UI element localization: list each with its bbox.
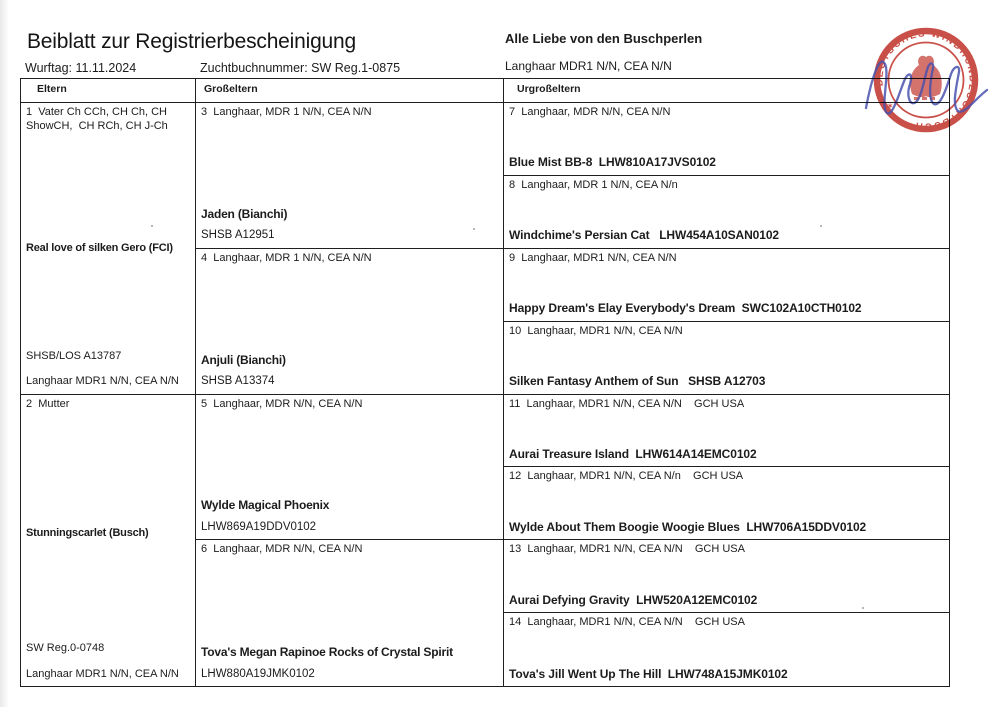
column-header-grandparents: Großeltern [196,79,504,103]
father-health: Langhaar MDR1 N/N, CEA N/N [26,375,179,387]
spacer [26,541,189,642]
mother-health: Langhaar MDR1 N/N, CEA N/N [26,667,179,680]
scan-speck [820,225,822,227]
great-grandparent-7-name: Blue Mist BB-8 LHW810A17JVS0102 [509,155,716,170]
dog-name: Alle Liebe von den Buschperlen [505,31,703,46]
great-grandparent-10-name: Silken Fantasy Anthem of Sun SHSB A12703 [509,374,766,388]
grandparent-5-name: Wylde Magical Phoenix [201,498,330,513]
cell-grandparent-4 [196,249,504,395]
cell-father [21,103,196,395]
father-titles-line2: ShowCH, CH RCh, CH J-Ch [26,119,168,132]
cell-grandparent-5 [196,395,504,541]
great-grandparent-8-info: 8 Langhaar, MDR 1 N/N, CEA N/n [509,178,678,191]
page-title: Beiblatt zur Registrierbescheinigung [27,30,356,53]
grandparent-5-registration: LHW869A19DDV0102 [201,520,317,533]
cell-great-grandparent-10 [504,322,949,395]
dog-health-line: Langhaar MDR1 N/N, CEA N/N [505,59,672,73]
grandparent-4-registration: SHSB A13374 [201,375,275,387]
father-titles-line1: 1 Vater Ch CCh, CH Ch, CH [26,106,168,118]
spacer [26,133,189,242]
grandparent-6-id-block [201,646,497,681]
cell-great-grandparent-8 [504,176,949,249]
great-grandparent-12-name: Wylde About Them Boogie Woogie Blues LHW706A15DDV0102 [509,519,867,534]
spacer [26,255,189,349]
cell-great-grandparent-11 [504,395,949,468]
great-grandparent-13-name: Aurai Defying Gravity LHW520A12EMC0102 [509,592,758,607]
studbook-number: Zuchtbuchnummer: SW Reg.1-0875 [200,61,401,75]
scan-speck [473,228,475,230]
grandparent-4-info: 4 Langhaar, MDR 1 N/N, CEA N/N [201,251,372,264]
great-grandparent-9-name: Happy Dream's Elay Everybody's Dream SWC102A10CTH0102 [509,301,862,316]
cell-great-grandparent-14 [504,613,949,686]
scan-speck [862,607,864,609]
stamp-ring-text: DEUTSCHES WINDHUNDZUCHTBUCH [874,28,978,132]
scan-speck [151,225,153,227]
great-grandparent-11-info: 11 Langhaar, MDR1 N/N, CEA N/N GCH USA [509,397,745,410]
mother-registration: SW Reg.0-0748 [26,642,105,654]
father-registration: SHSB/LOS A13787 [26,349,122,362]
mother-name: Stunningscarlet (Busch) [26,527,149,540]
column-header-great-grandparents: Urgroßeltern [504,79,949,103]
great-grandparent-7-info: 7 Langhaar, MDR N/N, CEA N/N [509,106,671,118]
grandparent-6-registration: LHW880A19JMK0102 [201,667,315,680]
cell-great-grandparent-9 [504,249,949,322]
scan-edge-shadow [0,0,9,707]
grandparent-3-registration: SHSB A12951 [201,229,275,242]
cell-grandparent-6 [196,540,504,686]
column-header-parents: Eltern [21,79,196,103]
great-grandparent-8-name: Windchime's Persian Cat LHW454A10SAN0102 [509,228,779,243]
great-grandparent-14-info: 14 Langhaar, MDR1 N/N, CEA N/N GCH USA [509,616,745,629]
great-grandparent-14-name: Tova's Jill Went Up The Hill LHW748A15JMK0102 [509,666,788,681]
grandparent-3-id-block [201,208,497,243]
grandparent-6-name: Tova's Megan Rapinoe Rocks of Crystal Spirit [201,645,453,659]
cell-great-grandparent-7 [504,103,949,176]
whelp-date: Wurftag: 11.11.2024 [25,61,137,75]
great-grandparent-11-name: Aurai Treasure Island LHW614A14EMC0102 [509,446,757,461]
grandparent-4-name: Anjuli (Bianchi) [201,352,286,367]
great-grandparent-10-info: 10 Langhaar, MDR1 N/N, CEA N/N [509,324,683,337]
stamp-star-icon: ✶ [886,101,894,111]
cell-great-grandparent-12 [504,467,949,540]
grandparent-6-info: 6 Langhaar, MDR N/N, CEA N/N [201,543,363,556]
grandparent-5-info: 5 Langhaar, MDR N/N, CEA N/N [201,397,363,410]
spacer [26,411,189,527]
mother-label: 2 Mutter [26,397,70,410]
great-grandparent-12-info: 12 Langhaar, MDR1 N/N, CEA N/n GCH USA [509,470,744,483]
grandparent-3-info: 3 Langhaar, MDR 1 N/N, CEA N/N [201,106,372,118]
father-name: Real love of silken Gero (FCI) [26,241,173,254]
pedigree-table [20,78,950,687]
cell-mother [21,395,196,687]
cell-grandparent-3 [196,103,504,249]
grandparent-4-id-block [201,354,497,389]
great-grandparent-13-info: 13 Langhaar, MDR1 N/N, CEA N/N GCH USA [509,543,745,556]
great-grandparent-9-info: 9 Langhaar, MDR1 N/N, CEA N/N [509,251,677,264]
grandparent-5-id-block [201,499,497,534]
grandparent-3-name: Jaden (Bianchi) [201,206,288,221]
cell-great-grandparent-13 [504,540,949,613]
